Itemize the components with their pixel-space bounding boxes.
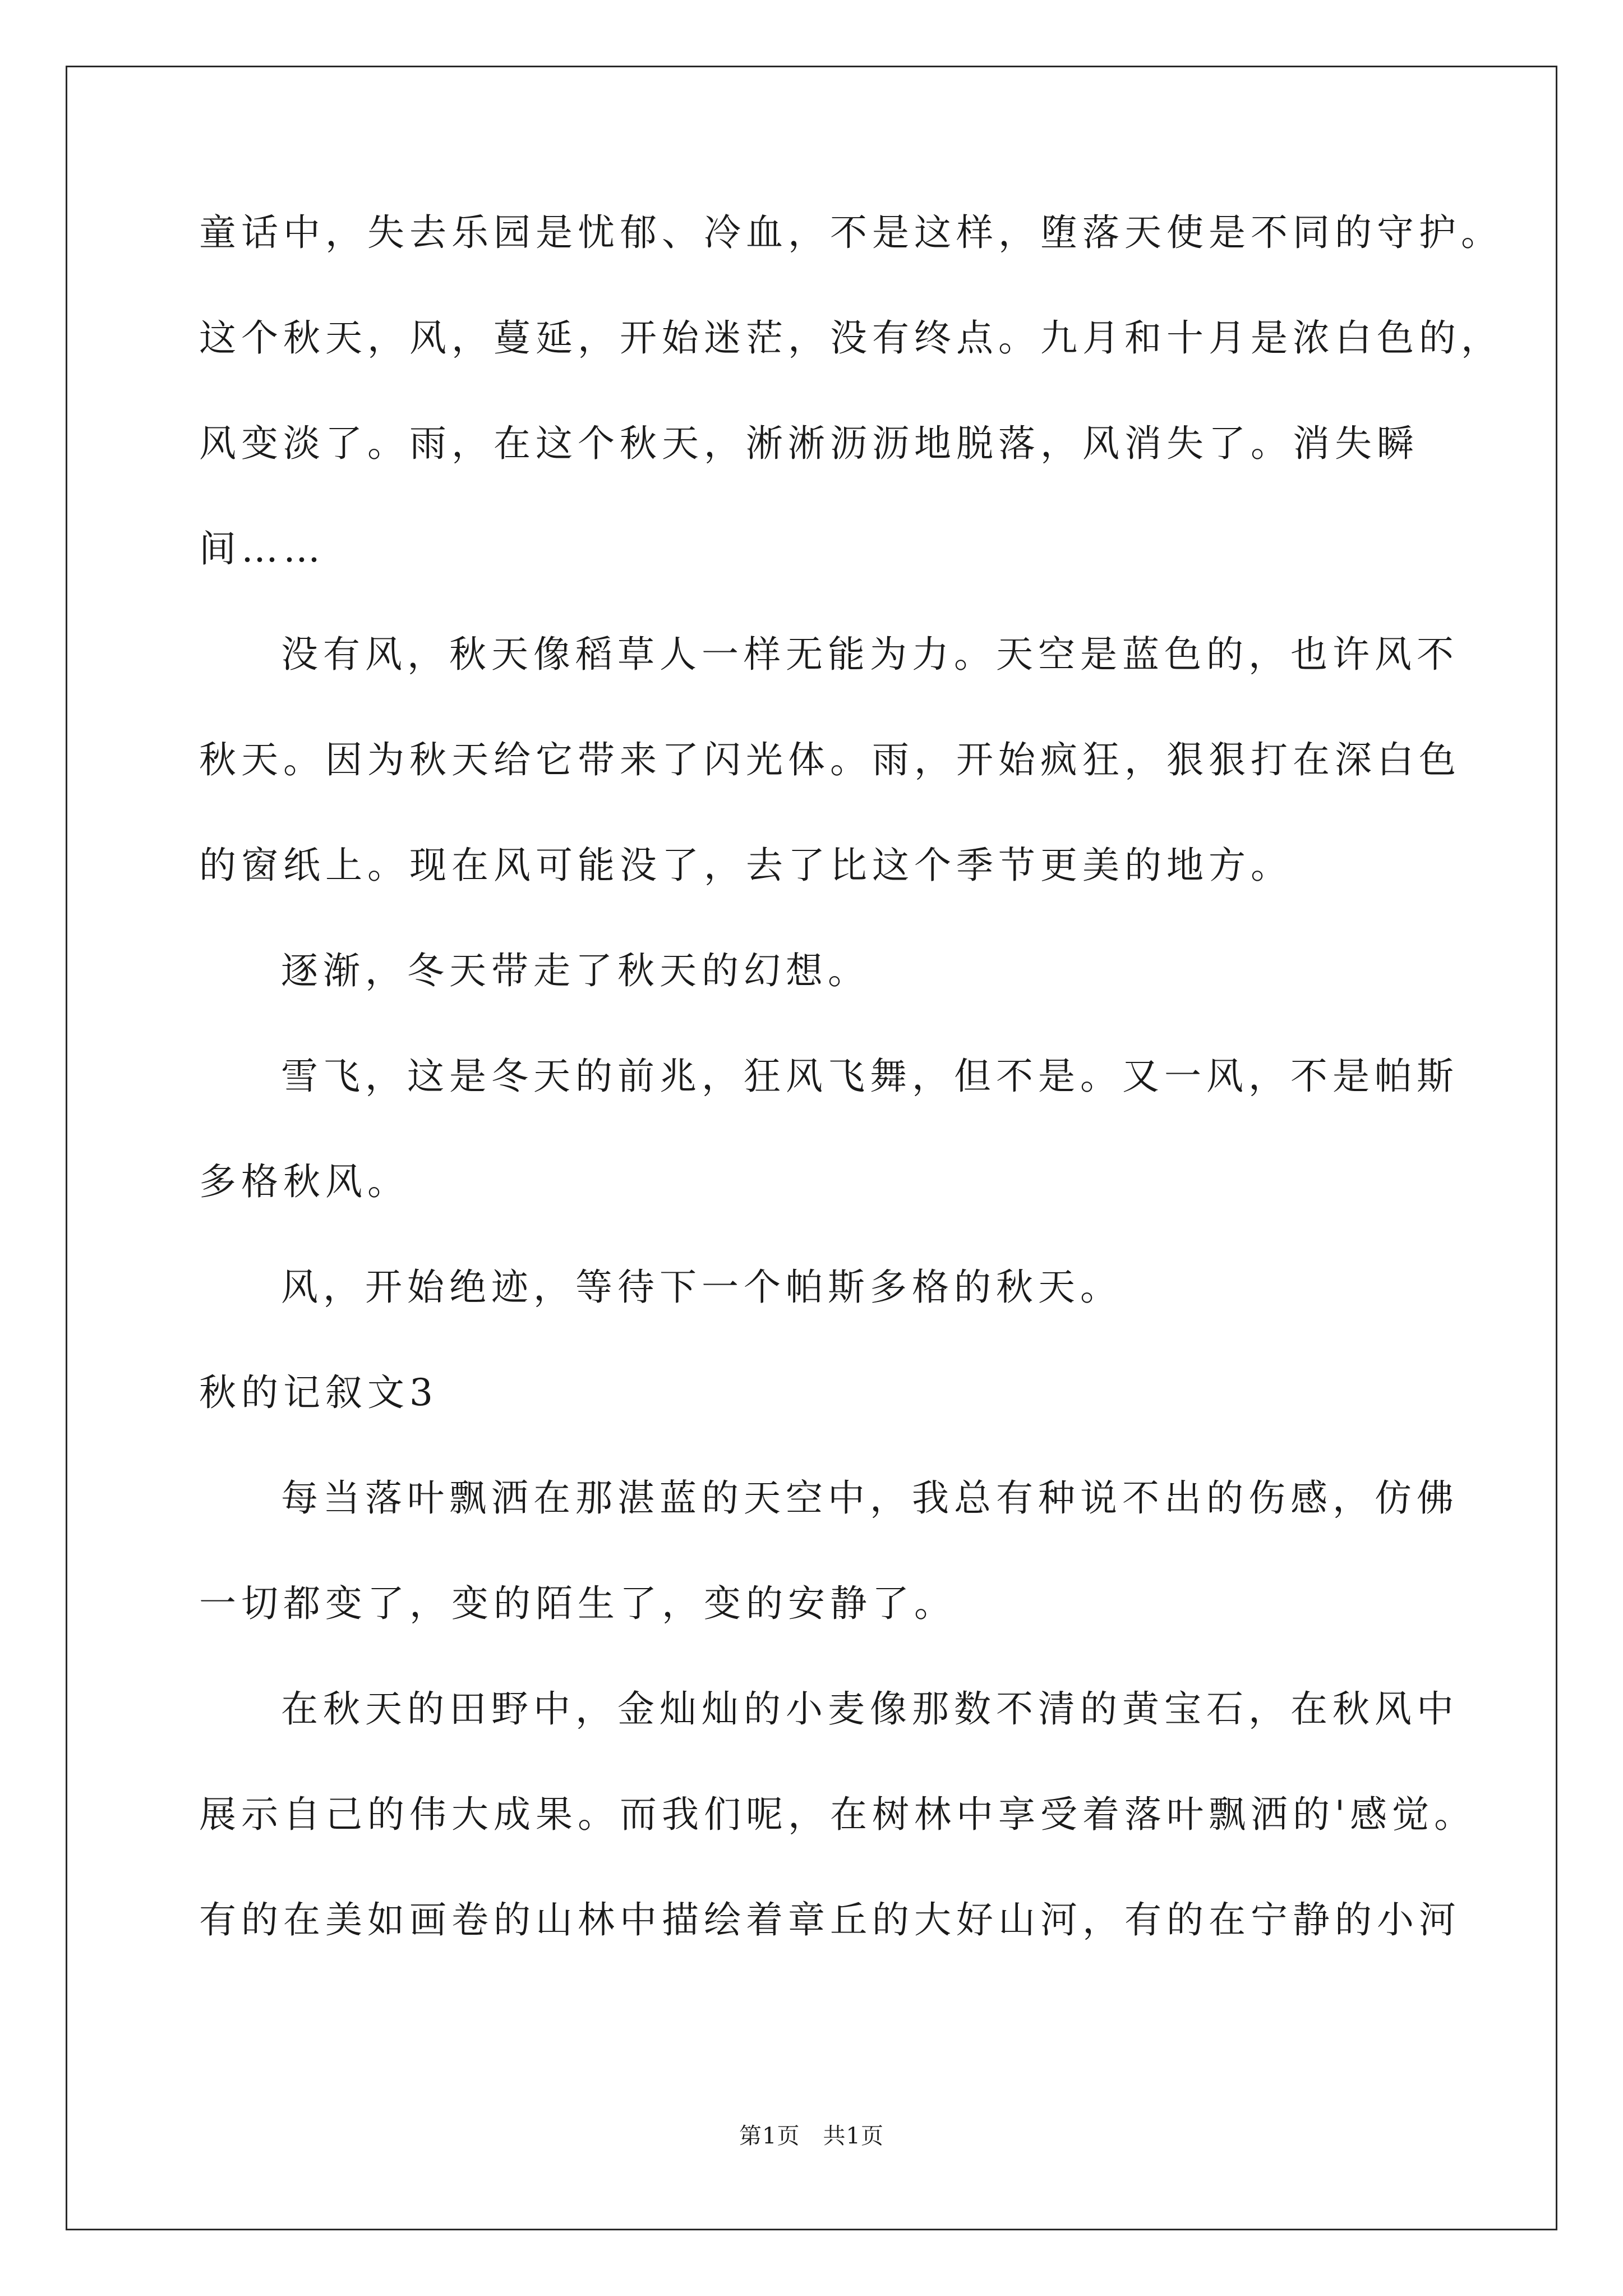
paragraph-start-line: 雪飞，这是冬天的前兆，狂风飞舞，但不是。又一风，不是帕斯 [281, 1055, 1459, 1098]
text-line: 这个秋天，风，蔓延，开始迷茫，没有终点。九月和十月是浓白色的， [199, 316, 1503, 360]
section-heading: 秋的记叙文3 [199, 1371, 438, 1414]
paragraph-start-line: 每当落叶飘洒在那湛蓝的天空中，我总有种说不出的伤感，仿佛 [281, 1476, 1459, 1520]
paragraph-start-line: 没有风，秋天像稻草人一样无能为力。天空是蓝色的，也许风不 [281, 633, 1459, 676]
paragraph-start-line: 在秋天的田野中，金灿灿的小麦像那数不清的黄宝石，在秋风中 [281, 1687, 1459, 1731]
paragraph-start-line: 逐渐，冬天带走了秋天的幻想。 [281, 949, 870, 992]
text-line: 展示自己的伟大成果。而我们呢，在树林中享受着落叶飘洒的'感觉。 [199, 1793, 1477, 1836]
text-line: 童话中，失去乐园是忧郁、冷血，不是这样，堕落天使是不同的守护。 [199, 211, 1503, 254]
text-line: 有的在美如画卷的山林中描绘着章丘的大好山河，有的在宁静的小河 [199, 1898, 1461, 1941]
text-line: 多格秋风。 [199, 1160, 409, 1203]
text-line: 一切都变了，变的陌生了，变的安静了。 [199, 1582, 956, 1625]
text-line: 风变淡了。雨，在这个秋天，淅淅沥沥地脱落，风消失了。消失瞬 [199, 422, 1419, 465]
page-number-footer: 第1页 共1页 [739, 2123, 884, 2149]
text-line: 间…… [199, 527, 325, 570]
text-line: 秋天。因为秋天给它带来了闪光体。雨，开始疯狂，狠狠打在深白色 [199, 738, 1461, 781]
paragraph-start-line: 风，开始绝迹，等待下一个帕斯多格的秋天。 [281, 1266, 1122, 1309]
text-line: 的窗纸上。现在风可能没了，去了比这个季节更美的地方。 [199, 844, 1293, 887]
